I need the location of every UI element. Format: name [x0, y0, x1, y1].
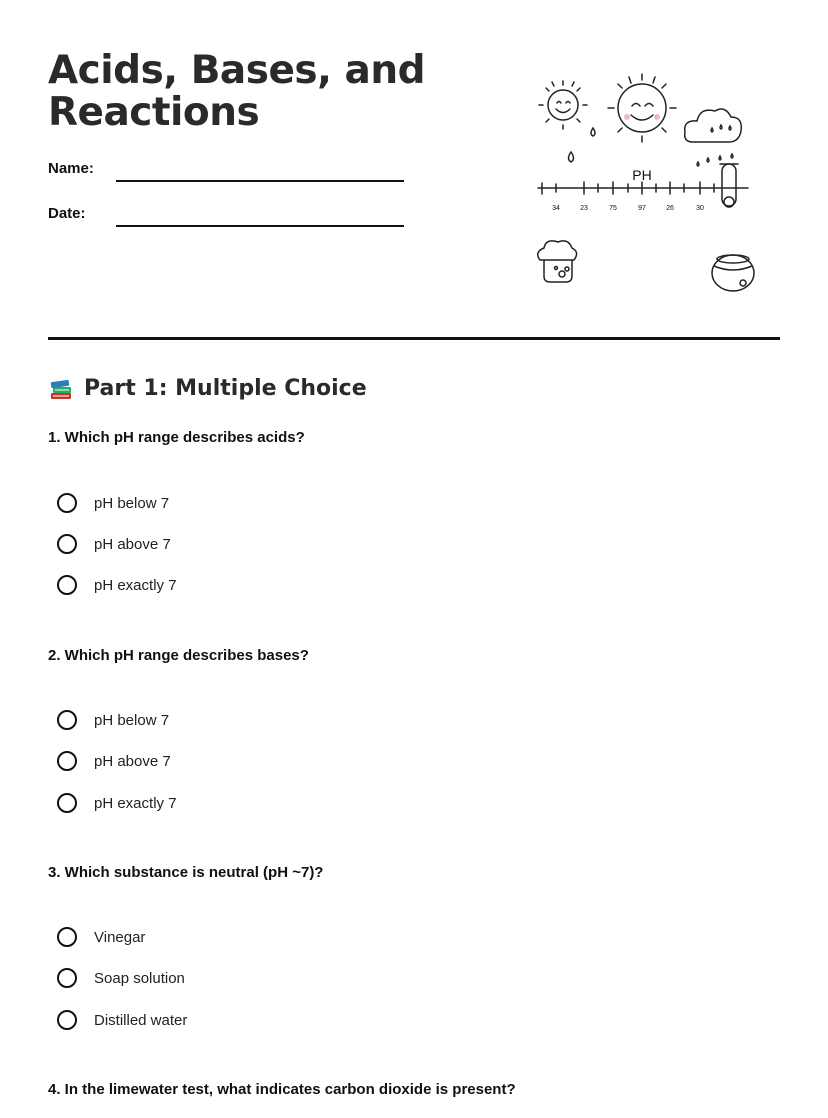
- q1-option-a[interactable]: [57, 490, 169, 516]
- question-3: 3. Which substance is neutral (pH ~7)?: [48, 864, 324, 881]
- option-label: pH above 7: [94, 752, 171, 770]
- radio-button[interactable]: [57, 493, 77, 513]
- q2-option-b[interactable]: [57, 748, 171, 774]
- ph-scale-number: 26: [666, 205, 674, 212]
- q3-option-a[interactable]: [57, 924, 145, 950]
- name-field[interactable]: [116, 180, 404, 182]
- radio-button[interactable]: [57, 968, 77, 988]
- big-sun-icon: [608, 74, 676, 142]
- option-label: pH below 7: [94, 494, 170, 512]
- name-label: Name:: [48, 160, 94, 177]
- radio-button[interactable]: [57, 793, 77, 813]
- bubbling-beaker-icon: [538, 241, 577, 282]
- q1-option-c[interactable]: [57, 572, 177, 598]
- radio-button[interactable]: [57, 751, 77, 771]
- q3-option-c[interactable]: [57, 1007, 187, 1033]
- section-divider: [48, 337, 780, 340]
- title-line-2: Reactions: [48, 90, 260, 135]
- option-label: Soap solution: [94, 969, 185, 987]
- test-tube-icon: [720, 164, 738, 207]
- books-icon: [48, 376, 74, 402]
- option-label: pH exactly 7: [94, 794, 177, 812]
- worksheet-title: [48, 50, 425, 134]
- radio-button[interactable]: [57, 575, 77, 595]
- option-label: Vinegar: [94, 928, 146, 946]
- raindrop-icon: [591, 128, 595, 136]
- radio-button[interactable]: [57, 710, 77, 730]
- option-label: Distilled water: [94, 1011, 188, 1029]
- ph-label: PH: [632, 167, 652, 183]
- raindrop-icon: [569, 152, 574, 162]
- part-1-heading-text: Part 1: Multiple Choice: [84, 376, 367, 401]
- radio-button[interactable]: [57, 1010, 77, 1030]
- radio-button[interactable]: [57, 534, 77, 554]
- q3-option-b[interactable]: [57, 965, 185, 991]
- q1-option-b[interactable]: [57, 531, 171, 557]
- title-line-1: Acids, Bases, and: [48, 48, 426, 93]
- small-sun-icon: [539, 81, 587, 129]
- q2-option-c[interactable]: [57, 790, 177, 816]
- flask-icon: [712, 255, 754, 291]
- question-2: 2. Which pH range describes bases?: [48, 647, 309, 664]
- q2-option-a[interactable]: [57, 707, 169, 733]
- ph-scale-number: 75: [609, 205, 617, 212]
- date-field[interactable]: [116, 225, 404, 227]
- rain-cloud-icon: [685, 109, 742, 166]
- ph-scale-number: 97: [638, 205, 646, 212]
- option-label: pH below 7: [94, 711, 170, 729]
- part-1-heading: [48, 374, 367, 404]
- question-4: 4. In the limewater test, what indicates carbon dioxide is present?: [48, 1081, 516, 1098]
- option-label: pH above 7: [94, 535, 171, 553]
- date-label: Date:: [48, 205, 86, 222]
- ph-scale-number: 30: [696, 205, 704, 212]
- option-label: pH exactly 7: [94, 576, 177, 594]
- question-1: 1. Which pH range describes acids?: [48, 429, 305, 446]
- radio-button[interactable]: [57, 927, 77, 947]
- ph-scale-illustration: [528, 70, 758, 300]
- ph-scale-number: 34: [552, 205, 560, 212]
- ph-scale-number: 23: [580, 205, 588, 212]
- ph-scale-bar: [538, 182, 748, 194]
